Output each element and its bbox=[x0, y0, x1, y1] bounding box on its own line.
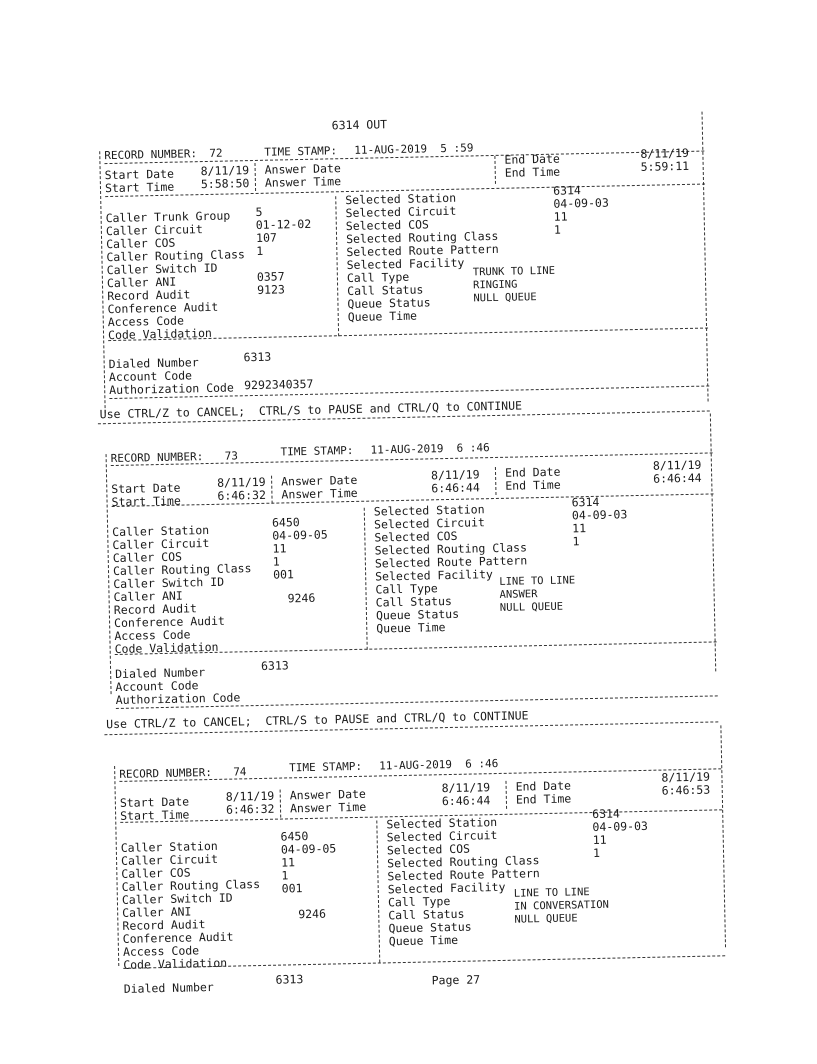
selected-station-label: Selected Station bbox=[373, 502, 485, 519]
caller-cos-label: Caller COS bbox=[121, 865, 191, 881]
queue-time-label: Queue Time bbox=[376, 620, 446, 636]
selected-circuit-label: Selected Circuit bbox=[386, 828, 498, 845]
queue-time-label: Queue Time bbox=[388, 932, 459, 949]
answer-time-label: Answer Time bbox=[264, 174, 342, 190]
caller-routing-class-label: Caller Routing Class bbox=[121, 877, 261, 894]
selected-routing-class-label: Selected Routing Class bbox=[387, 853, 540, 871]
call-type-label: Call Type bbox=[346, 269, 410, 286]
caller-routing-class-label: Caller Routing Class bbox=[112, 561, 252, 579]
start-time-value: 5:58:50 bbox=[200, 176, 250, 192]
caller-cos-value: 107 bbox=[255, 230, 277, 245]
answer-date-label: Answer Date bbox=[281, 472, 358, 489]
caller-circuit-label: Caller Circuit bbox=[112, 535, 210, 553]
authorization-code-label: Authorization Code bbox=[115, 690, 241, 707]
caller-station-label: Caller Station bbox=[120, 838, 218, 855]
call-type-label: Call Type bbox=[375, 581, 438, 597]
dialed-number-value: 6313 bbox=[243, 349, 272, 365]
start-date-value: 8/11/19 bbox=[225, 788, 275, 804]
caller-cos-label: Caller COS bbox=[106, 235, 176, 252]
time-stamp-value: 11-AUG-2019 6 :46 bbox=[370, 441, 490, 457]
selected-circuit-value: 04-09-03 bbox=[553, 195, 609, 211]
record-audit-value: 9246 bbox=[287, 590, 316, 606]
call-type-value: TRUNK TO LINE bbox=[472, 264, 556, 279]
access-code-label: Access Code bbox=[107, 313, 185, 330]
record-number-value: 74 bbox=[233, 765, 247, 779]
start-time-label: Start Time bbox=[111, 493, 181, 510]
queue-status-label: Queue Status bbox=[347, 295, 431, 312]
caller-ani-label: Caller ANI bbox=[113, 588, 183, 605]
selected-cos-value: 11 bbox=[553, 209, 568, 224]
selected-station-label: Selected Station bbox=[386, 815, 498, 832]
caller-cos-value: 11 bbox=[272, 541, 287, 556]
access-code-label: Access Code bbox=[122, 943, 200, 959]
page-number: Page 27 bbox=[431, 972, 481, 988]
start-date-label: Start Date bbox=[104, 166, 175, 183]
end-date-value: 8/11/19 bbox=[661, 769, 711, 785]
dialed-number-label: Dialed Number bbox=[115, 665, 206, 681]
caller-switch-id-label: Caller Switch ID bbox=[106, 260, 218, 278]
selected-cos-label: Selected COS bbox=[345, 217, 430, 234]
caller-circuit-value: 01-12-02 bbox=[255, 216, 312, 232]
conference-audit-label: Conference Audit bbox=[107, 299, 219, 317]
selected-routing-class-label: Selected Routing Class bbox=[345, 228, 499, 247]
code-validation-label: Code Validation bbox=[107, 325, 213, 343]
answer-time-label: Answer Time bbox=[289, 799, 367, 816]
caller-switch-id-value: 001 bbox=[281, 881, 303, 896]
record-number-label: RECORD NUMBER: bbox=[119, 765, 213, 781]
call-status-label: Call Status bbox=[347, 282, 424, 299]
call-status-label: Call Status bbox=[388, 906, 465, 923]
selected-facility-label: Selected Facility bbox=[346, 255, 465, 273]
dialed-number-value: 6313 bbox=[260, 658, 289, 673]
start-time-value: 6:46:32 bbox=[225, 801, 275, 817]
selected-station-value: 6314 bbox=[552, 183, 581, 198]
end-date-label: End Date bbox=[504, 464, 561, 480]
dialed-number-value: 6313 bbox=[275, 972, 304, 987]
queue-status-value: NULL QUEUE bbox=[499, 600, 564, 614]
caller-cos-label: Caller COS bbox=[112, 549, 183, 566]
caller-circuit-label: Caller Circuit bbox=[120, 851, 219, 868]
selected-cos-label: Selected COS bbox=[374, 528, 458, 545]
answer-time-label: Answer Time bbox=[281, 485, 358, 502]
caller-routing-class-value: 1 bbox=[256, 243, 264, 258]
selected-route-pattern-label: Selected Route Pattern bbox=[346, 241, 499, 260]
call-type-label: Call Type bbox=[387, 894, 451, 910]
caller-ani-label: Caller ANI bbox=[122, 904, 192, 920]
selected-circuit-label: Selected Circuit bbox=[373, 515, 485, 532]
start-date-label: Start Date bbox=[111, 480, 181, 497]
selected-routing-class-label: Selected Routing Class bbox=[374, 540, 528, 558]
call-status-label: Call Status bbox=[375, 593, 453, 610]
selected-cos-value: 11 bbox=[592, 832, 607, 848]
record-audit-label: Record Audit bbox=[107, 287, 191, 304]
top-marker: 6314 OUT bbox=[331, 117, 388, 133]
answer-date-value: 8/11/19 bbox=[430, 467, 480, 483]
answer-date-label: Answer Date bbox=[289, 786, 367, 803]
selected-station-label: Selected Station bbox=[345, 190, 457, 208]
time-stamp-label: TIME STAMP: bbox=[289, 759, 363, 775]
call-type-value: LINE TO LINE bbox=[513, 886, 590, 900]
end-date-value: 8/11/19 bbox=[652, 457, 702, 473]
conference-audit-label: Conference Audit bbox=[122, 929, 234, 946]
caller-switch-id-label: Caller Switch ID bbox=[121, 890, 233, 907]
caller-switch-id-value: 001 bbox=[272, 567, 295, 582]
caller-circuit-label: Caller Circuit bbox=[105, 222, 203, 239]
queue-time-label: Queue Time bbox=[347, 308, 418, 325]
selected-facility-label: Selected Facility bbox=[375, 567, 494, 584]
start-date-label: Start Date bbox=[119, 794, 190, 810]
record-audit-value: 9123 bbox=[257, 282, 285, 297]
end-date-label: End Date bbox=[515, 778, 572, 794]
end-time-value: 6:46:44 bbox=[653, 470, 702, 486]
caller-switch-id-label: Caller Switch ID bbox=[113, 574, 225, 592]
selected-cos-label: Selected COS bbox=[386, 841, 471, 858]
call-type-value: LINE TO LINE bbox=[499, 574, 576, 588]
start-time-label: Start Time bbox=[104, 179, 175, 196]
account-code-label: Account Code bbox=[115, 678, 199, 694]
caller-routing-class-value: 1 bbox=[272, 554, 280, 569]
end-time-value: 5:59:11 bbox=[640, 158, 690, 174]
selected-station-value: 6314 bbox=[571, 494, 600, 510]
answer-date-value: 8/11/19 bbox=[441, 780, 491, 796]
caller-circuit-value: 04-09-05 bbox=[272, 527, 328, 543]
call-status-value: RINGING bbox=[472, 278, 518, 292]
end-time-label: End Time bbox=[505, 477, 561, 493]
selected-cos-value: 11 bbox=[572, 521, 587, 536]
end-date-value: 8/11/19 bbox=[640, 145, 689, 161]
dialed-number-label: Dialed Number bbox=[123, 980, 214, 996]
answer-time-value: 6:46:44 bbox=[431, 480, 480, 496]
end-date-label: End Date bbox=[504, 151, 561, 167]
selected-routing-class-value: 1 bbox=[572, 534, 580, 549]
call-status-value: ANSWER bbox=[499, 588, 538, 601]
account-code-label: Account Code bbox=[108, 368, 193, 385]
selected-station-value: 6314 bbox=[592, 806, 621, 822]
caller-routing-class-value: 1 bbox=[281, 868, 289, 883]
caller-circuit-value: 04-09-05 bbox=[280, 841, 337, 857]
record-audit-value: 9246 bbox=[298, 906, 327, 922]
conference-audit-label: Conference Audit bbox=[113, 613, 225, 631]
end-time-label: End Time bbox=[515, 791, 572, 807]
caller-ani-value: 0357 bbox=[256, 269, 285, 284]
start-time-value: 6:46:32 bbox=[217, 487, 267, 503]
access-code-label: Access Code bbox=[114, 627, 191, 644]
caller-trunk-group-value: 5 bbox=[255, 204, 263, 219]
queue-status-value: NULL QUEUE bbox=[473, 291, 537, 305]
time-stamp-value: 11-AUG-2019 6 :46 bbox=[379, 756, 499, 773]
code-validation-label: Code Validation bbox=[114, 639, 219, 657]
caller-ani-label: Caller ANI bbox=[106, 274, 177, 291]
continue-prompt: Use CTRL/Z to CANCEL; CTRL/S to PAUSE and CTRL/Q to CONTINUE bbox=[99, 398, 523, 422]
caller-routing-class-label: Caller Routing Class bbox=[106, 247, 246, 265]
record-audit-label: Record Audit bbox=[122, 917, 206, 933]
end-time-value: 6:46:53 bbox=[661, 782, 711, 798]
dialed-number-label: Dialed Number bbox=[108, 355, 199, 372]
start-time-label: Start Time bbox=[119, 807, 190, 823]
queue-status-label: Queue Status bbox=[375, 606, 460, 623]
authorization-code-label: Authorization Code bbox=[109, 380, 234, 398]
record-number-label: RECORD NUMBER: bbox=[104, 147, 198, 163]
record-number-value: 73 bbox=[224, 449, 239, 463]
start-date-value: 8/11/19 bbox=[217, 474, 266, 490]
end-time-label: End Time bbox=[504, 164, 561, 180]
caller-station-value: 6450 bbox=[280, 828, 309, 844]
time-stamp-value: 11-AUG-2019 5 :59 bbox=[354, 141, 474, 157]
selected-routing-class-value: 1 bbox=[592, 845, 601, 861]
queue-status-value: NULL QUEUE bbox=[514, 912, 578, 926]
queue-status-label: Queue Status bbox=[388, 919, 472, 936]
time-stamp-label: TIME STAMP: bbox=[280, 443, 354, 459]
selected-circuit-value: 04-09-03 bbox=[571, 507, 628, 523]
record-number-label: RECORD NUMBER: bbox=[110, 450, 204, 466]
caller-station-label: Caller Station bbox=[112, 523, 210, 540]
selected-route-pattern-label: Selected Route Pattern bbox=[374, 553, 528, 571]
start-date-value: 8/11/19 bbox=[200, 163, 250, 179]
answer-date-label: Answer Date bbox=[264, 161, 341, 177]
selected-circuit-value: 04-09-03 bbox=[592, 818, 648, 835]
record-audit-label: Record Audit bbox=[113, 601, 198, 618]
call-status-value: IN CONVERSATION bbox=[513, 898, 610, 913]
selected-facility-label: Selected Facility bbox=[387, 879, 506, 897]
authorization-code-value: 9292340357 bbox=[243, 376, 314, 393]
selected-circuit-label: Selected Circuit bbox=[345, 203, 457, 221]
record-number-value: 72 bbox=[209, 146, 223, 160]
caller-trunk-group-label: Caller Trunk Group bbox=[105, 208, 231, 226]
caller-station-value: 6450 bbox=[271, 515, 300, 530]
selected-route-pattern-label: Selected Route Pattern bbox=[387, 866, 540, 884]
continue-prompt: Use CTRL/Z to CANCEL; CTRL/S to PAUSE and CTRL/Q to CONTINUE bbox=[106, 708, 529, 732]
selected-routing-class-value: 1 bbox=[553, 222, 562, 237]
answer-time-value: 6:46:44 bbox=[441, 793, 491, 809]
caller-cos-value: 11 bbox=[281, 855, 296, 870]
time-stamp-label: TIME STAMP: bbox=[264, 144, 338, 159]
code-validation-label: Code Validation bbox=[123, 955, 228, 972]
